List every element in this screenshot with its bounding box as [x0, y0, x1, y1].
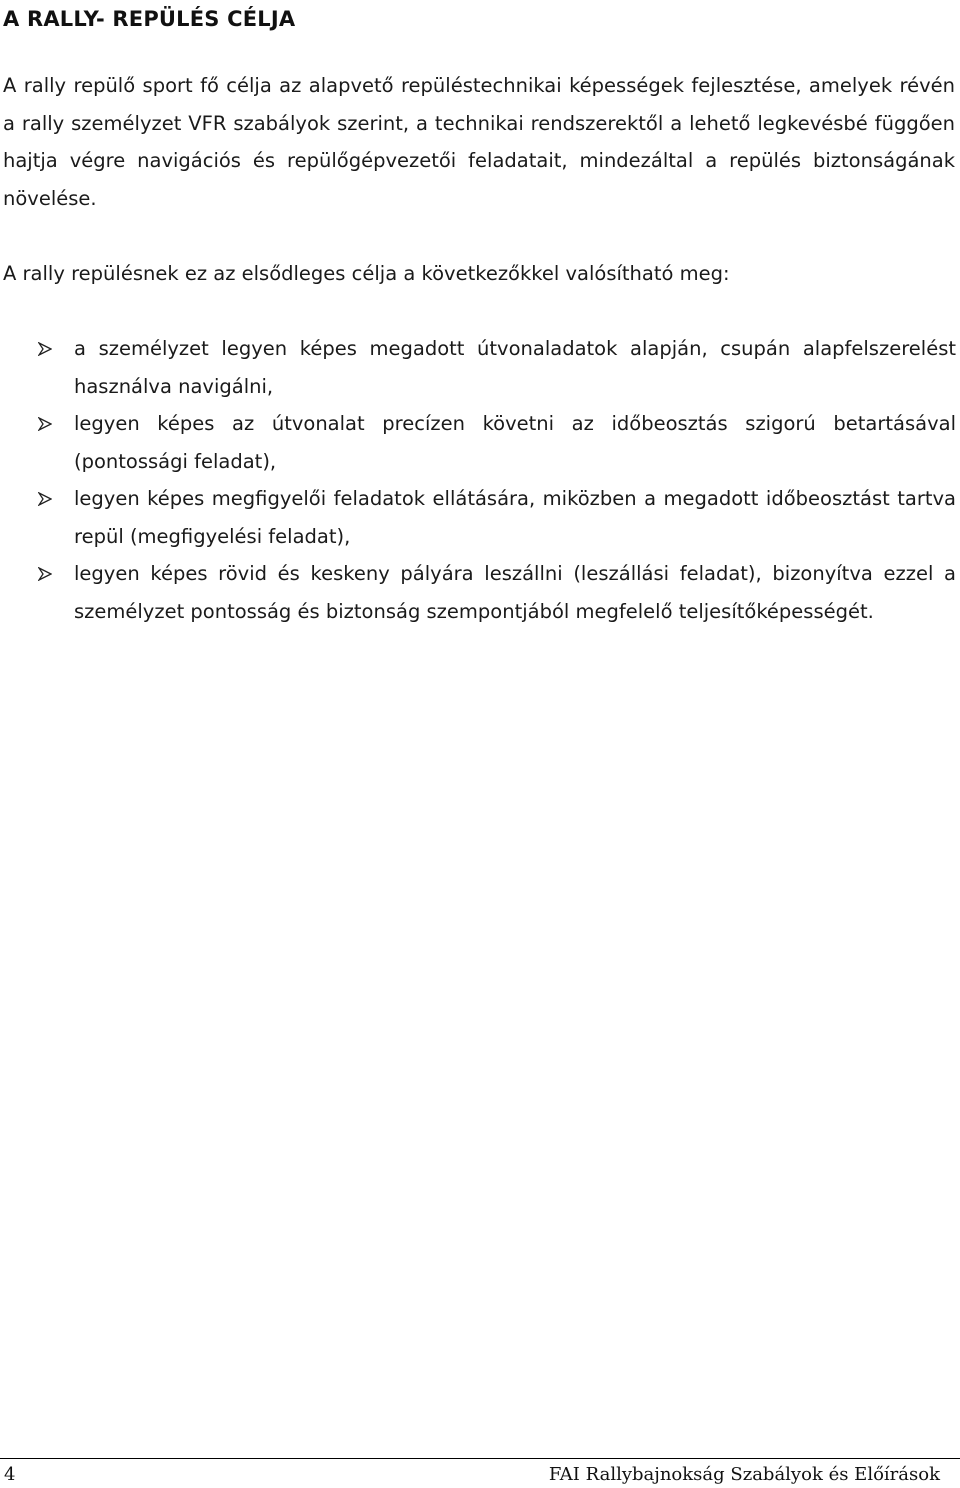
list-item-text: legyen képes rövid és keskeny pályára leszállni (leszállási feladat), bizonyítva ezzel a személyzet pontosság és biztonság szempontjából megfelelő teljesítőképességét. [74, 562, 956, 623]
footer-document-title: FAI Rallybajnokság Szabályok és Előírások [548, 1464, 940, 1485]
goals-list [0, 330, 956, 630]
list-item [0, 480, 956, 555]
arrowhead-bullet-icon [38, 342, 52, 356]
list-item-text: a személyzet legyen képes megadott útvonaladatok alapján, csupán alapfelszerelést használva navigálni, [74, 337, 956, 398]
arrowhead-bullet-icon [38, 492, 52, 506]
list-item [0, 555, 956, 630]
arrowhead-bullet-icon [38, 567, 52, 581]
footer-page-number: 4 [4, 1464, 16, 1485]
section-heading: A RALLY- REPÜLÉS CÉLJA [3, 7, 296, 31]
footer-divider [0, 1458, 960, 1459]
list-item [0, 405, 956, 480]
lead-in-paragraph: A rally repülésnek ez az elsődleges célja a következőkkel valósítható meg: [3, 262, 730, 285]
intro-paragraph: A rally repülő sport fő célja az alapvető repüléstechnikai képességek fejlesztése, amelyek révén a rally személyzet VFR szabályok szerint, a technikai rendszerektől a lehető legkevésbé függően hajtja végre navigációs és repülőgépvezetői feladatait, mindezáltal a repülés biztonságának növelése. [3, 74, 955, 210]
list-item-text: legyen képes megfigyelői feladatok ellátására, miközben a megadott időbeosztást tartva repül (megfigyelési feladat), [74, 487, 956, 548]
arrowhead-bullet-icon [38, 417, 52, 431]
list-item [0, 330, 956, 405]
list-item-text: legyen képes az útvonalat precízen követni az időbeosztás szigorú betartásával (pontossági feladat), [74, 412, 956, 473]
